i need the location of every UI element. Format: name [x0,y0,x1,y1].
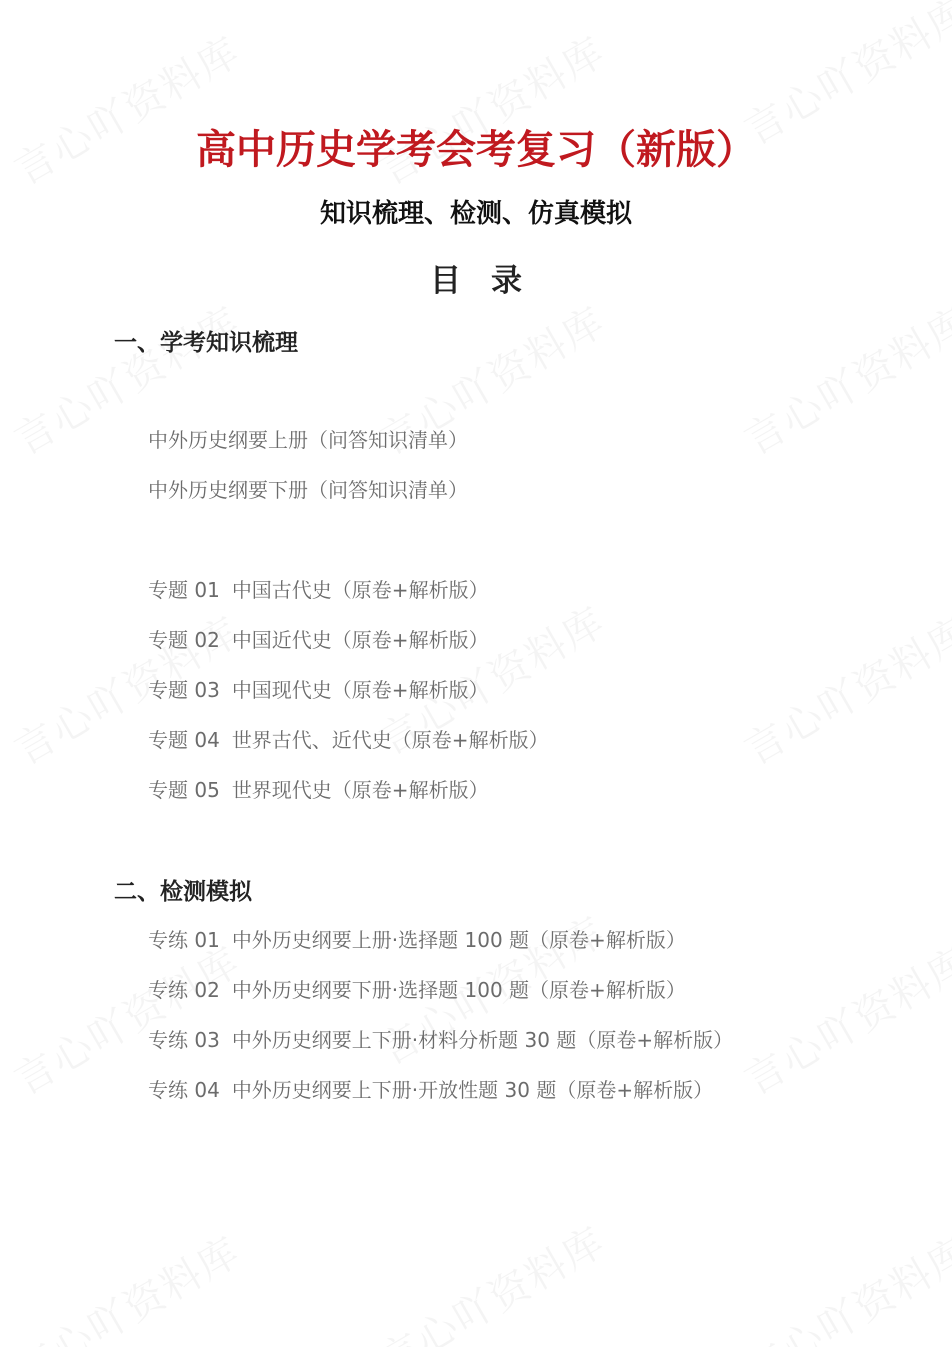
toc-item[interactable] [148,775,489,805]
toc-item-number: 专练 03 [148,1028,220,1052]
toc-item-number: 专练 04 [148,1078,220,1102]
toc-item[interactable] [148,625,489,655]
toc-item-number: 专题 02 [148,628,220,652]
toc-item-number: 专题 04 [148,728,220,752]
toc-item-text: 中国古代史（原卷+解析版） [231,578,489,602]
toc-item[interactable] [148,675,489,705]
watermark-text [733,601,952,776]
toc-item[interactable] [148,575,489,605]
section-heading-practice: 二、检测模拟 [114,879,252,905]
toc-item-text: 中外历史纲要上册·选择题 100 题（原卷+解析版） [231,928,686,952]
toc-item[interactable] [148,1075,713,1105]
toc-item-number: 专练 02 [148,978,220,1002]
toc-item[interactable] [148,975,686,1005]
toc-item[interactable] [148,475,468,505]
toc-item-number: 专题 03 [148,678,220,702]
toc-item-text: 世界现代史（原卷+解析版） [231,778,489,802]
watermark-text [368,1211,615,1347]
toc-item-text: 中外历史纲要下册·选择题 100 题（原卷+解析版） [231,978,686,1002]
toc-item[interactable] [148,925,686,955]
document-title: 高中历史学考会考复习（新版） [196,126,756,173]
toc-item-text: 中国现代史（原卷+解析版） [231,678,489,702]
toc-item-number: 专题 05 [148,778,220,802]
toc-item-number: 专练 01 [148,928,220,952]
watermark-text [733,931,952,1106]
toc-item-text: 中外历史纲要上册（问答知识清单） [148,428,468,452]
toc-item-text: 中外历史纲要上下册·开放性题 30 题（原卷+解析版） [231,1078,714,1102]
watermark-text [733,291,952,466]
toc-item-text: 中外历史纲要下册（问答知识清单） [148,478,468,502]
toc-item-text: 中国近代史（原卷+解析版） [231,628,489,652]
toc-item[interactable] [148,725,549,755]
toc-item[interactable] [148,1025,733,1055]
toc-item[interactable] [148,425,468,455]
toc-item-text: 中外历史纲要上下册·材料分析题 30 题（原卷+解析版） [231,1028,734,1052]
watermark-text [3,1221,250,1347]
toc-item-text: 世界古代、近代史（原卷+解析版） [231,728,549,752]
toc-heading: 目录 [430,263,552,299]
section-heading-knowledge: 一、学考知识梳理 [114,330,298,356]
watermark-text [733,1221,952,1347]
document-subtitle: 知识梳理、检测、仿真模拟 [319,199,632,229]
toc-item-number: 专题 01 [148,578,220,602]
